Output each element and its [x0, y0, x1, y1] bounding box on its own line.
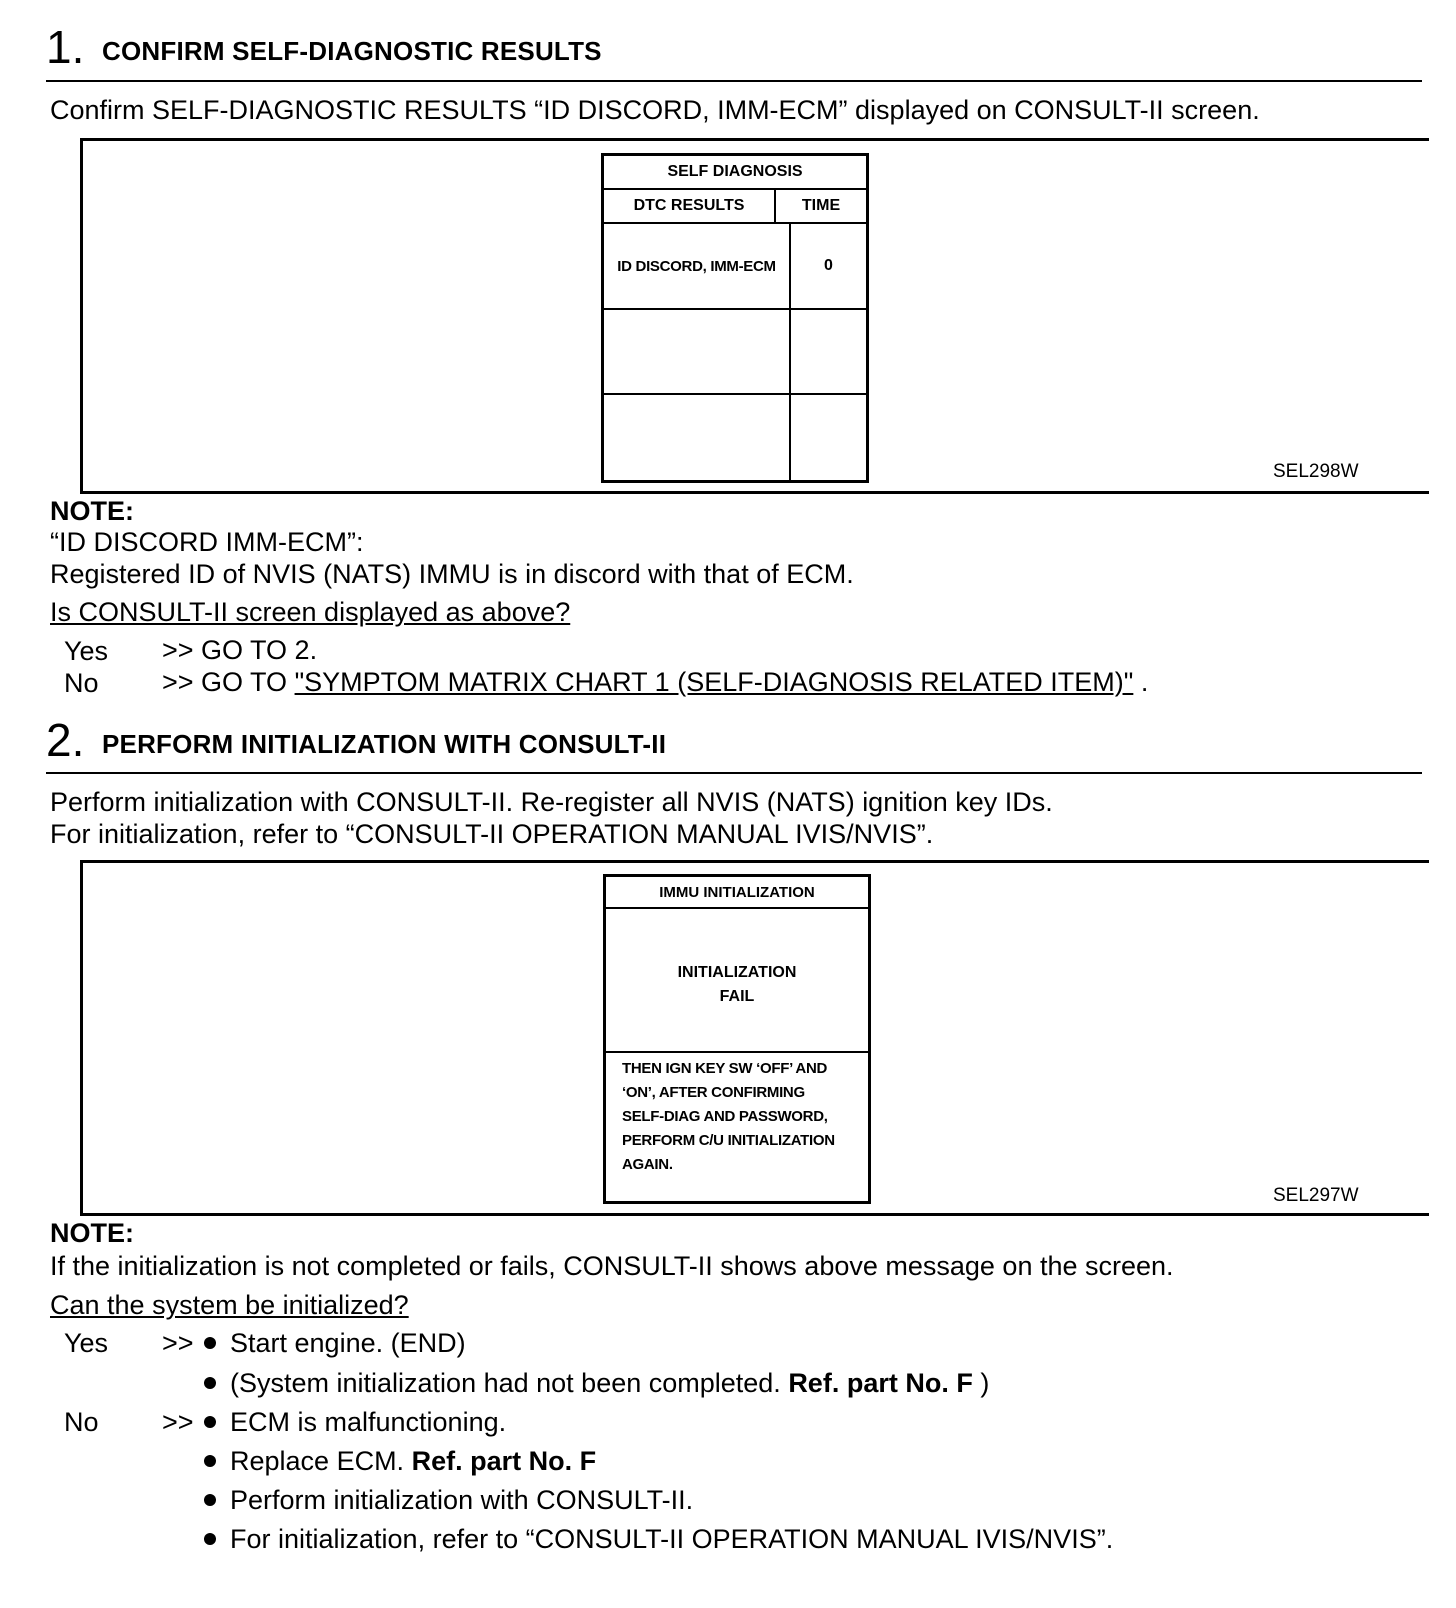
bullet-item [204, 1368, 989, 1399]
column-header-dtc: DTC RESULTS [633, 197, 745, 214]
message-line: SELF-DIAG AND PASSWORD, [622, 1108, 828, 1125]
step-1-instruction: Confirm SELF-DIAGNOSTIC RESULTS “ID DISCORD, IMM-ECM” displayed on CONSULT-II screen. [50, 95, 1260, 125]
decision-question: Is CONSULT-II screen displayed as above? [50, 597, 571, 627]
status-line: FAIL [719, 988, 755, 1005]
note-line: “ID DISCORD IMM-ECM”: [50, 527, 364, 557]
ref-part-number: Ref. part No. F [411, 1446, 597, 1476]
decision-question: Can the system be initialized? [50, 1290, 409, 1320]
step-2-instruction: Perform initialization with CONSULT-II. Re-register all NVIS (NATS) ignition key IDs. [50, 787, 1053, 817]
figure-immu-initialization [80, 860, 1429, 1216]
figure-reference: SEL298W [1273, 461, 1359, 482]
bullet-dot-icon [204, 1416, 216, 1428]
bullet-dot-icon [204, 1533, 216, 1545]
note-label: NOTE: [50, 496, 134, 526]
answer-yes-action: >> GO TO 2. [162, 635, 318, 665]
self-diagnosis-screen [601, 153, 869, 483]
step-2-number: 2. [46, 714, 85, 766]
step-1-title: CONFIRM SELF-DIAGNOSTIC RESULTS [102, 36, 602, 66]
bullet-item [204, 1446, 596, 1477]
time-cell: 0 [824, 257, 833, 274]
message-line: THEN IGN KEY SW ‘OFF’ AND [622, 1060, 828, 1077]
divider [606, 1051, 868, 1053]
bullet-text: (System initialization had not been completed. [230, 1368, 789, 1398]
bullet-text: Start engine. (END) [230, 1328, 466, 1358]
answer-yes-arrow: >> [162, 1328, 194, 1358]
answer-no-label: No [64, 668, 99, 698]
divider [604, 308, 866, 310]
bullet-item [204, 1485, 693, 1516]
step-1-number: 1. [46, 21, 85, 73]
bullet-dot-icon [204, 1455, 216, 1467]
symptom-matrix-link[interactable]: "SYMPTOM MATRIX CHART 1 (SELF-DIAGNOSIS RELATED ITEM)" [294, 667, 1134, 697]
bullet-text: Replace ECM. [230, 1446, 412, 1476]
figure-self-diagnosis [80, 138, 1429, 494]
screen-title: SELF DIAGNOSIS [667, 163, 803, 180]
answer-yes-label: Yes [64, 1328, 109, 1358]
answer-no-label: No [64, 1407, 99, 1437]
divider [606, 907, 868, 909]
bullet-text: ECM is malfunctioning. [230, 1407, 507, 1437]
ref-part-number: Ref. part No. F [788, 1368, 973, 1398]
bullet-dot-icon [204, 1337, 216, 1349]
screen-title: IMMU INITIALIZATION [659, 883, 815, 901]
step-2-instruction: For initialization, refer to “CONSULT-II OPERATION MANUAL IVIS/NVIS”. [50, 819, 934, 849]
figure-reference: SEL297W [1273, 1185, 1359, 1206]
instruction-message [622, 1057, 835, 1177]
status-line: INITIALIZATION [677, 964, 797, 981]
bullet-dot-icon [204, 1377, 216, 1389]
answer-no-suffix: . [1133, 667, 1149, 697]
bullet-text: Perform initialization with CONSULT-II. [230, 1485, 694, 1515]
step-1-divider [46, 80, 1422, 82]
step-2-divider [46, 772, 1422, 774]
step-2-title: PERFORM INITIALIZATION WITH CONSULT-II [102, 729, 667, 759]
message-line: ‘ON’, AFTER CONFIRMING [622, 1084, 805, 1101]
status-message [606, 961, 868, 1009]
bullet-text: For initialization, refer to “CONSULT-II OPERATION MANUAL IVIS/NVIS”. [230, 1524, 1114, 1554]
bullet-item [204, 1524, 1113, 1555]
divider [604, 393, 866, 395]
bullet-dot-icon [204, 1494, 216, 1506]
dtc-result-cell: ID DISCORD, IMM-ECM [617, 257, 776, 275]
note-line: Registered ID of NVIS (NATS) IMMU is in discord with that of ECM. [50, 559, 854, 589]
immu-initialization-screen [603, 874, 871, 1204]
answer-no-action [162, 666, 1148, 698]
note-label: NOTE: [50, 1218, 134, 1248]
message-line: AGAIN. [622, 1156, 673, 1173]
answer-no-prefix: >> GO TO [162, 667, 295, 697]
note-line: If the initialization is not completed or fails, CONSULT-II shows above message on the screen. [50, 1251, 1174, 1281]
bullet-item [204, 1328, 466, 1359]
answer-yes-label: Yes [64, 636, 109, 666]
bullet-item [204, 1407, 506, 1438]
answer-no-arrow: >> [162, 1407, 194, 1437]
bullet-text: ) [972, 1368, 990, 1398]
column-header-time: TIME [801, 197, 841, 214]
message-line: PERFORM C/U INITIALIZATION [622, 1132, 835, 1149]
